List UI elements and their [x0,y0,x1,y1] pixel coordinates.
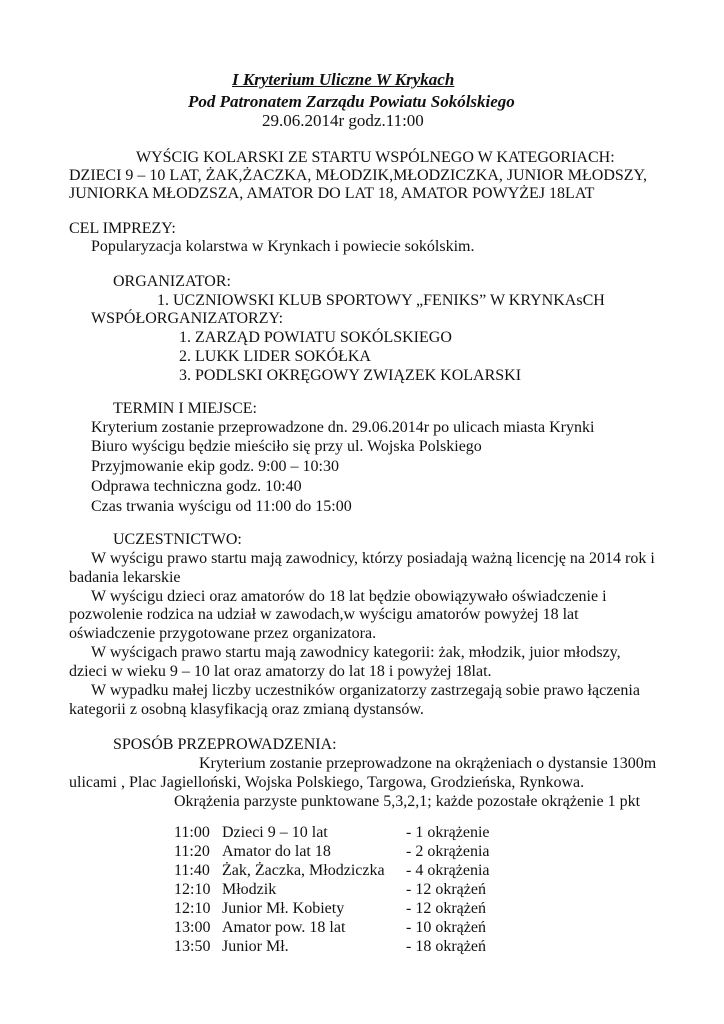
schedule-time: 11:20 [174,843,210,860]
schedule-time: 11:00 [174,824,210,841]
schedule-time: 12:10 [174,900,211,917]
schedule-category: Dzieci 9 – 10 lat [222,824,328,841]
schedule-table [174,823,514,956]
schedule-laps: - 18 okrążeń [406,938,486,955]
schedule-laps: - 1 okrążenie [406,824,490,841]
event-date: 29.06.2014r godz.11:00 [262,111,424,130]
co-organizer-item: 1. ZARZĄD POWIATU SOKÓLSKIEGO [179,329,452,346]
participation-line: kategorii z osobną klasyfikacją oraz zmianą dystansów. [69,701,424,718]
schedule-row [174,842,514,861]
co-organizer-item: 2. LUKK LIDER SOKÓŁKA [179,348,371,365]
schedule-laps: - 4 okrążenia [406,862,490,879]
term-line: Czas trwania wyścigu od 11:00 do 15:00 [91,498,352,515]
participation-line: W wypadku małej liczby uczestników organizatorzy zastrzegają sobie prawo łączenia [91,682,640,699]
schedule-row [174,918,514,937]
method-line: ulicami , Plac Jagielloński, Wojska Polskiego, Targowa, Grodzieńska, Rynkowa. [69,774,585,791]
schedule-time: 11:40 [174,862,210,879]
method-heading: SPOSÓB PRZEPROWADZENIA: [113,736,337,753]
schedule-row [174,899,514,918]
schedule-row [174,861,514,880]
term-line: Biuro wyścigu będzie mieściło się przy ul. Wojska Polskiego [91,438,482,455]
schedule-laps: - 2 okrążenia [406,843,490,860]
co-organizer-item: 3. PODLSKI OKRĘGOWY ZWIĄZEK KOLARSKI [179,367,522,384]
goal-text: Popularyzacja kolarstwa w Krynkach i powiecie sokólskim. [91,238,475,255]
participation-line: oświadczenie przygotowane przez organizatora. [69,625,377,642]
organizer-item: 1. UCZNIOWSKI KLUB SPORTOWY „FENIKS” W KRYNKAsCH [157,292,605,309]
schedule-category: Junior Mł. Kobiety [222,900,345,917]
race-line: JUNIORKA MŁODZSZA, AMATOR DO LAT 18, AMATOR POWYŻEJ 18LAT [69,185,595,202]
schedule-time: 12:10 [174,881,211,898]
method-line: Kryterium zostanie przeprowadzone na okrążeniach o dystansie 1300m [199,755,657,772]
schedule-time: 13:00 [174,919,211,936]
organizer-heading: ORGANIZATOR: [113,273,231,290]
participation-line: dzieci w wieku 9 – 10 lat oraz amatorzy do lat 18 i powyżej 18lat. [69,663,492,680]
schedule-row [174,880,514,899]
term-line: Odprawa techniczna godz. 10:40 [91,478,302,495]
participation-heading: UCZESTNICTWO: [113,531,242,548]
schedule-time: 13:50 [174,938,211,955]
schedule-laps: - 10 okrążeń [406,919,486,936]
schedule-category: Amator do lat 18 [222,843,331,860]
schedule-category: Junior Mł. [222,938,289,955]
schedule-laps: - 12 okrążeń [406,881,486,898]
schedule-row [174,937,514,956]
method-line: Okrążenia parzyste punktowane 5,3,2,1; każde pozostałe okrążenie 1 pkt [174,793,641,810]
term-line: Przyjmowanie ekip godz. 9:00 – 10:30 [91,458,339,475]
participation-line: W wyścigu dzieci oraz amatorów do 18 lat będzie obowiązywało oświadczenie i [91,588,607,605]
schedule-category: Amator pow. 18 lat [222,919,346,936]
participation-line: W wyścigu prawo startu mają zawodnicy, którzy posiadają ważną licencję na 2014 rok i [91,550,655,567]
document-title: I Kryterium Uliczne W Krykach [232,70,455,89]
race-line: DZIECI 9 – 10 LAT, ŻAK,ŻACZKA, MŁODZIK,MŁODZICZKA, JUNIOR MŁODSZY, [69,167,648,184]
patron-line: Pod Patronatem Zarządu Powiatu Sokólskiego [188,92,515,111]
co-organizers-heading: WSPÓŁORGANIZATORZY: [91,310,284,327]
schedule-category: Żak, Żaczka, Młodziczka [222,862,385,879]
term-line: Kryterium zostanie przeprowadzone dn. 29.06.2014r po ulicach miasta Krynki [91,419,595,436]
participation-line: pozwolenie rodzica na udział w zawodach,w wyścigu amatorów powyżej 18 lat [69,606,579,623]
term-heading: TERMIN I MIEJSCE: [113,400,257,417]
schedule-row [174,823,514,842]
schedule-category: Młodzik [222,881,277,898]
participation-line: W wyścigach prawo startu mają zawodnicy kategorii: żak, młodzik, juior młodszy, [91,644,621,661]
schedule-laps: - 12 okrążeń [406,900,486,917]
participation-line: badania lekarskie [69,569,181,586]
race-line: WYŚCIG KOLARSKI ZE STARTU WSPÓLNEGO W KATEGORIACH: [136,149,615,166]
goal-heading: CEL IMPREZY: [69,220,176,237]
